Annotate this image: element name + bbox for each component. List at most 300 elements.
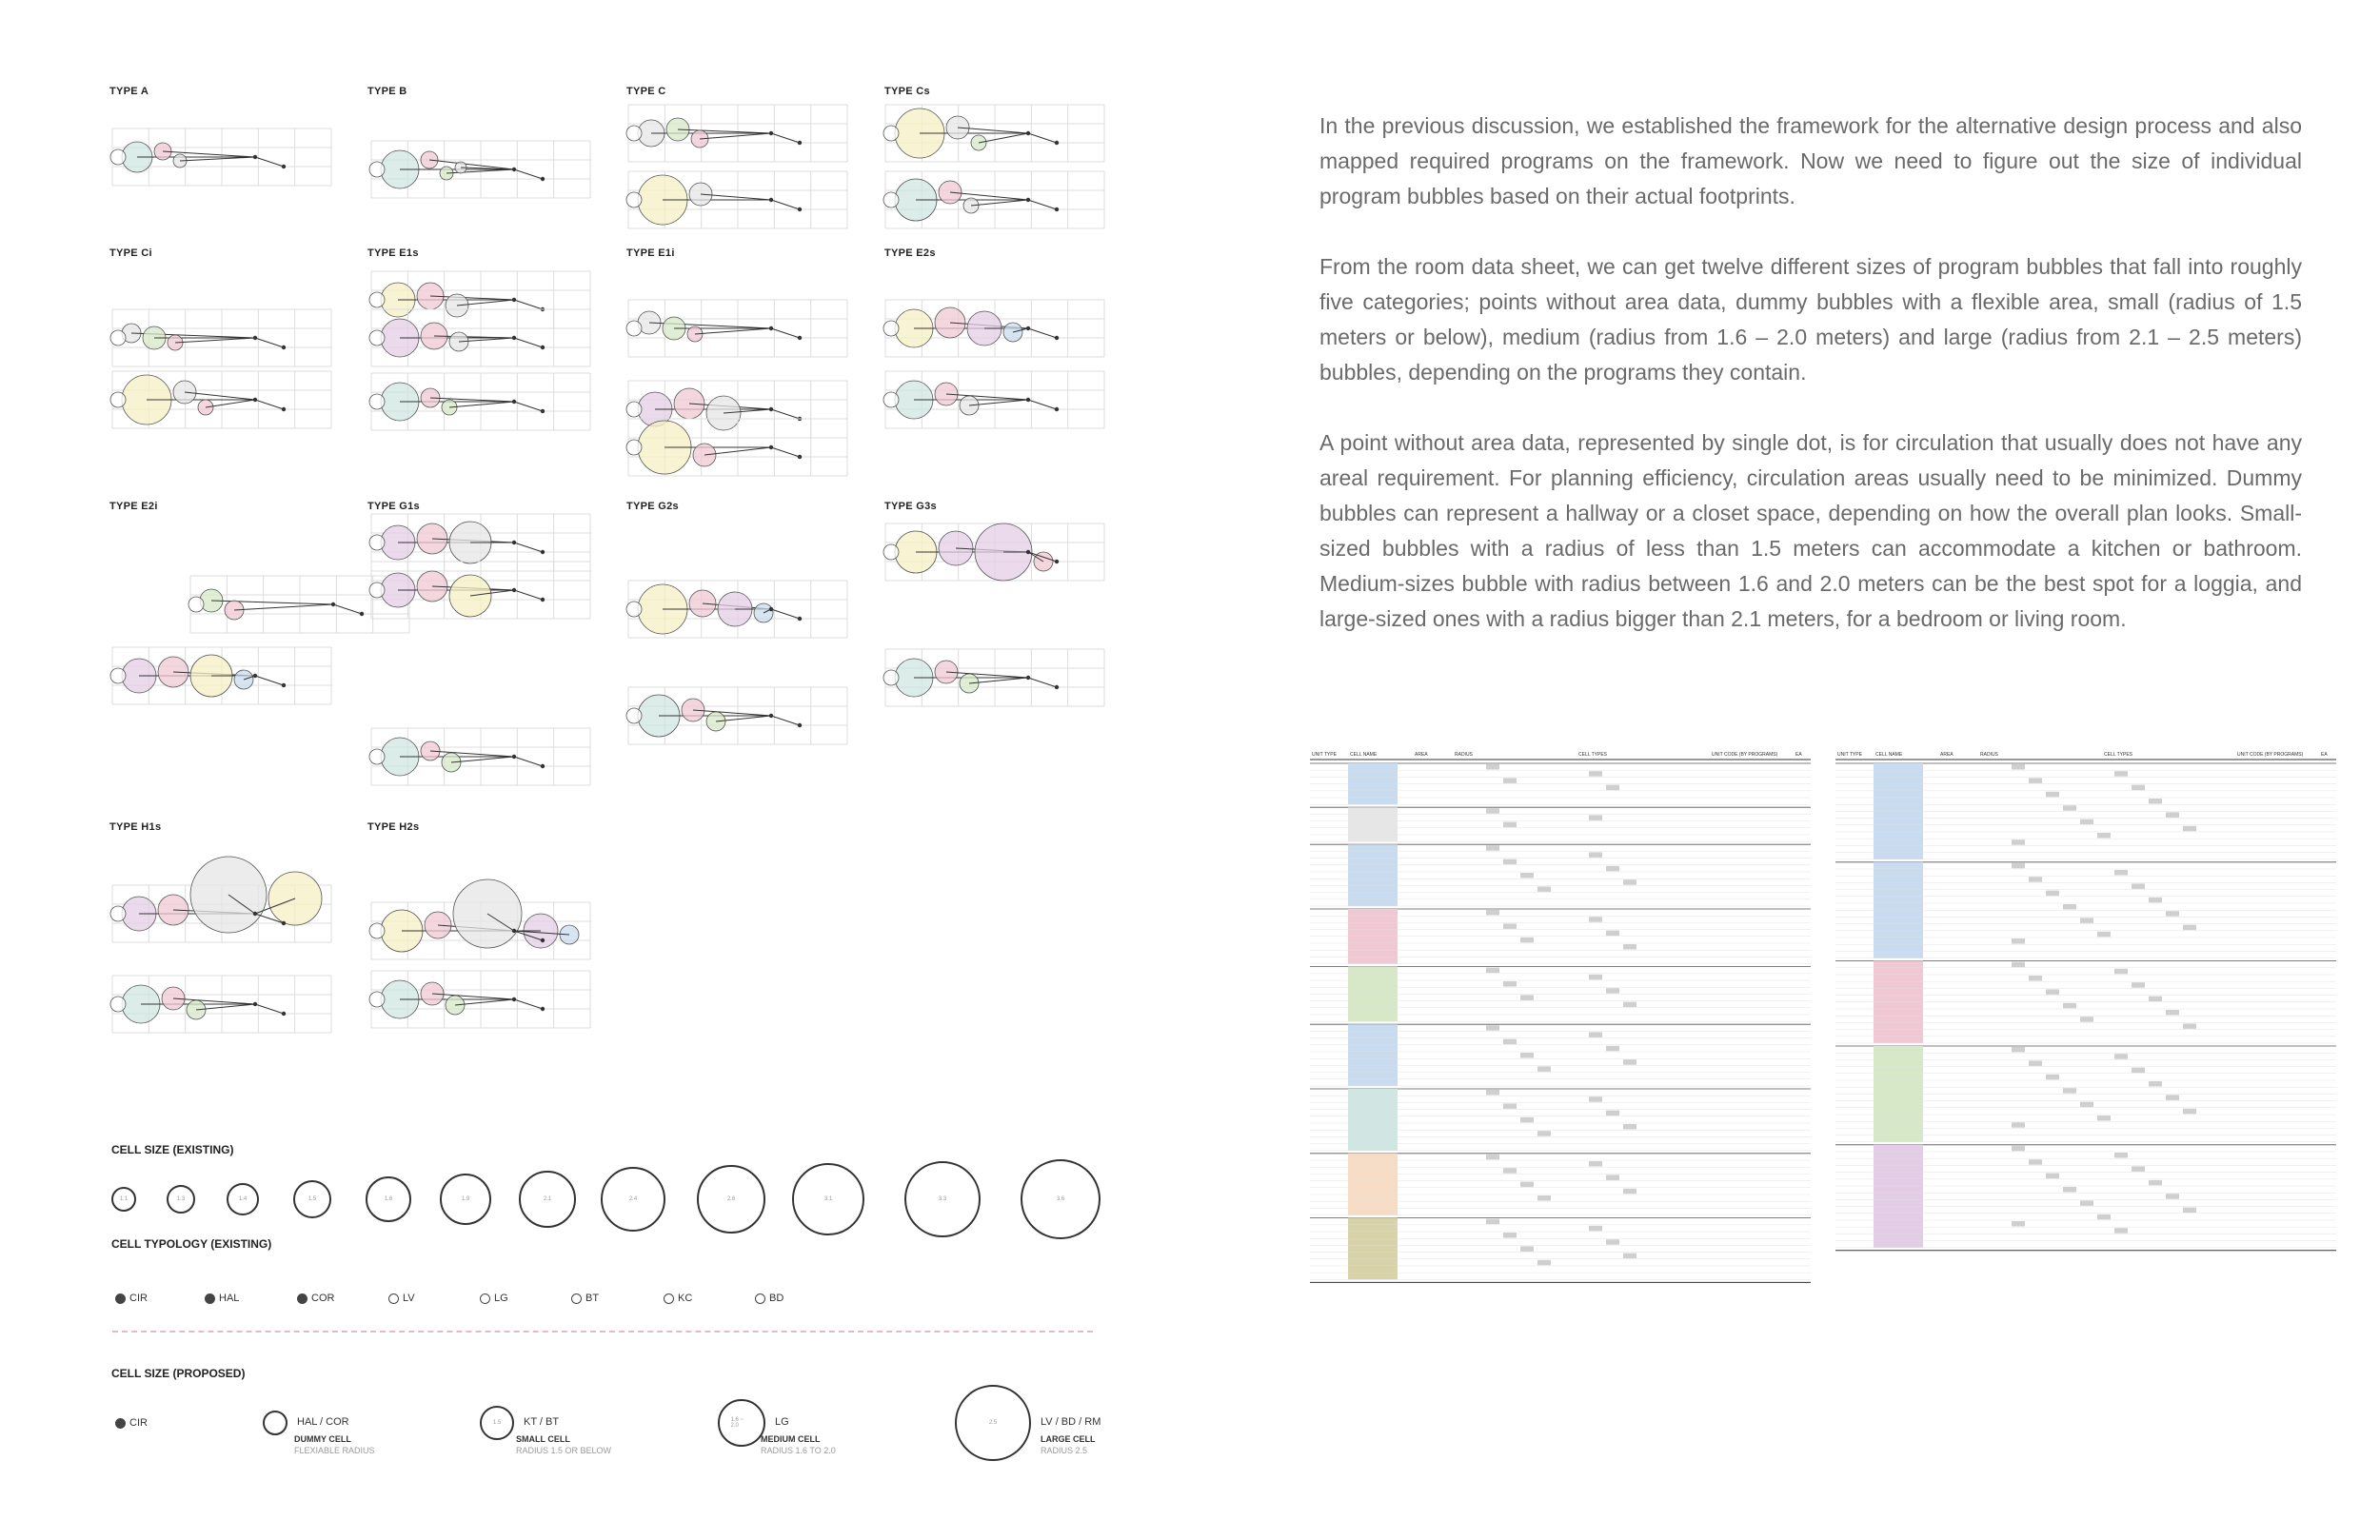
size-circle-existing bbox=[366, 1176, 411, 1222]
connection-line bbox=[1028, 400, 1057, 409]
cell-type-mark bbox=[1589, 815, 1602, 820]
proposed-circle bbox=[955, 1385, 1031, 1461]
cell-type-mark bbox=[1503, 778, 1517, 783]
typology-label: COR bbox=[311, 1293, 335, 1304]
cell-type-mark bbox=[2012, 938, 2025, 944]
cell-type-mark bbox=[1486, 764, 1499, 770]
side-bubble bbox=[369, 923, 385, 938]
cell-type-mark bbox=[2183, 1109, 2196, 1115]
size-value: 1.3 bbox=[176, 1196, 186, 1202]
proposed-sub-desc: FLEXIABLE RADIUS bbox=[294, 1446, 375, 1455]
cell-type-mark bbox=[1589, 917, 1602, 922]
cell-name-swatch bbox=[1348, 872, 1398, 879]
cell-name-swatch bbox=[1348, 1015, 1398, 1021]
connection-line bbox=[514, 338, 543, 347]
side-bubble bbox=[369, 749, 385, 764]
size-circle-existing bbox=[904, 1161, 981, 1237]
cell-name-swatch bbox=[1874, 784, 1923, 791]
open-dot-icon bbox=[388, 1293, 399, 1304]
cell-type-mark bbox=[1537, 1066, 1551, 1072]
cell-name-swatch bbox=[1874, 1059, 1923, 1066]
cell-name-swatch bbox=[1348, 974, 1398, 980]
cell-type-mark bbox=[2080, 918, 2093, 923]
connection-line bbox=[979, 133, 1028, 143]
cell-name-swatch bbox=[1348, 1110, 1398, 1116]
cell-typology-existing-title: CELL TYPOLOGY (EXISTING) bbox=[111, 1237, 272, 1251]
connection-line bbox=[206, 400, 255, 407]
typology-item bbox=[115, 1293, 148, 1304]
proposed-label: HAL / COR bbox=[297, 1416, 349, 1428]
connection-line bbox=[255, 400, 284, 409]
cell-name-swatch bbox=[1348, 1225, 1398, 1232]
cell-type-mark bbox=[1623, 944, 1636, 950]
cell-name-swatch bbox=[1348, 791, 1398, 798]
cell-size-proposed-title: CELL SIZE (PROPOSED) bbox=[111, 1367, 246, 1380]
cell-type-mark bbox=[2097, 932, 2111, 938]
typology-label: LV bbox=[403, 1293, 415, 1304]
connection-line bbox=[514, 757, 543, 766]
cell-name-swatch bbox=[1874, 931, 1923, 938]
connection-line bbox=[514, 543, 543, 552]
circulation-node bbox=[282, 165, 286, 168]
cell-name-swatch bbox=[1348, 1089, 1398, 1096]
cell-name-swatch bbox=[1348, 770, 1398, 777]
cell-name-swatch bbox=[1874, 1199, 1923, 1206]
cell-type-mark bbox=[2097, 1116, 2111, 1121]
cell-name-swatch bbox=[1874, 777, 1923, 783]
typology-label: LG bbox=[494, 1293, 508, 1304]
cell-name-swatch bbox=[1348, 1259, 1398, 1266]
circulation-node bbox=[1055, 560, 1059, 563]
side-bubble bbox=[110, 906, 126, 921]
proposed-circle bbox=[480, 1406, 514, 1440]
side-bubble bbox=[626, 321, 642, 336]
table-header: UNIT TYPE bbox=[1312, 752, 1337, 758]
cell-name-swatch bbox=[1348, 859, 1398, 865]
cell-type-mark bbox=[2012, 1047, 2025, 1053]
table-header: EA bbox=[1795, 752, 1802, 758]
cell-name-swatch bbox=[1874, 1101, 1923, 1108]
open-dot-icon bbox=[571, 1293, 582, 1304]
cell-type-mark bbox=[1589, 1226, 1602, 1232]
cell-type-mark bbox=[2114, 1228, 2128, 1234]
cell-type-mark bbox=[2183, 925, 2196, 931]
cell-name-swatch bbox=[1874, 1022, 1923, 1029]
size-value: 3.3 bbox=[938, 1196, 947, 1202]
cell-name-swatch bbox=[1348, 893, 1398, 899]
typology-item bbox=[388, 1293, 415, 1304]
cell-name-swatch bbox=[1348, 828, 1398, 835]
type-label: TYPE E2s bbox=[884, 247, 936, 259]
circulation-node bbox=[541, 550, 545, 554]
paragraph-2: From the room data sheet, we can get twelve different sizes of program bubbles that fall into roughly five categories; points without area data, dummy bubbles with a flexible area, small (radius of 1.5 meters or below), medium (radius from 1.6 – 2.0 meters) and large (radius from 2.1 – 2.5 meters) bubbles, depending on the programs they contain. bbox=[1319, 254, 2302, 385]
cell-type-mark bbox=[1606, 866, 1619, 872]
cell-type-mark bbox=[1589, 1161, 1602, 1167]
cell-type-mark bbox=[2114, 1054, 2128, 1059]
type-label: TYPE H1s bbox=[109, 821, 162, 833]
type-label: TYPE G1s bbox=[367, 501, 420, 512]
side-bubble bbox=[369, 535, 385, 550]
circulation-node bbox=[282, 921, 286, 925]
cell-type-mark bbox=[2097, 1214, 2111, 1220]
cell-type-mark bbox=[2012, 1122, 2025, 1128]
typology-item bbox=[664, 1293, 692, 1304]
proposed-sub-title: SMALL CELL bbox=[516, 1434, 570, 1444]
circulation-node bbox=[798, 723, 802, 727]
cell-name-swatch bbox=[1874, 853, 1923, 859]
cell-name-swatch bbox=[1874, 839, 1923, 845]
cell-name-swatch bbox=[1874, 1016, 1923, 1022]
circulation-node bbox=[282, 1012, 286, 1016]
cell-type-mark bbox=[2012, 1146, 2025, 1152]
cell-type-mark bbox=[2012, 839, 2025, 845]
cell-name-swatch bbox=[1348, 967, 1398, 974]
cell-type-mark bbox=[1486, 968, 1499, 974]
proposed-inner: 1.5 bbox=[492, 1420, 502, 1426]
circulation-node bbox=[541, 346, 545, 349]
filled-dot-icon bbox=[205, 1293, 215, 1304]
cell-name-swatch bbox=[1348, 835, 1398, 841]
connection-line bbox=[514, 590, 543, 600]
proposed-cir bbox=[115, 1417, 148, 1429]
cell-type-mark bbox=[2012, 962, 2025, 968]
connection-line bbox=[514, 402, 543, 411]
connection-line bbox=[950, 192, 1028, 200]
type-label: TYPE B bbox=[367, 86, 407, 97]
connection-line bbox=[771, 133, 800, 143]
open-dot-icon bbox=[480, 1293, 490, 1304]
cell-type-mark bbox=[2012, 1221, 2025, 1227]
cell-name-swatch bbox=[1348, 1102, 1398, 1109]
cell-name-swatch bbox=[1348, 1208, 1398, 1214]
cell-name-swatch bbox=[1874, 845, 1923, 852]
side-bubble bbox=[626, 126, 642, 141]
size-value: 2.4 bbox=[628, 1196, 638, 1202]
cell-type-mark bbox=[2046, 1075, 2059, 1080]
cell-name-swatch bbox=[1348, 1245, 1398, 1252]
size-value: 1.6 bbox=[384, 1196, 393, 1202]
cell-name-swatch bbox=[1874, 944, 1923, 951]
cell-name-swatch bbox=[1874, 975, 1923, 981]
table-header: UNIT CODE (BY PROGRAMS) bbox=[1712, 752, 1778, 758]
cell-name-swatch bbox=[1874, 791, 1923, 798]
typology-label: CIR bbox=[129, 1293, 148, 1304]
cell-type-mark bbox=[2166, 812, 2179, 818]
cell-name-swatch bbox=[1348, 885, 1398, 892]
cell-type-mark bbox=[2149, 1180, 2162, 1186]
cell-name-swatch bbox=[1874, 1080, 1923, 1087]
side-bubble bbox=[110, 668, 126, 683]
filled-dot-icon bbox=[115, 1293, 126, 1304]
connection-line bbox=[175, 338, 255, 343]
connection-line bbox=[255, 157, 284, 167]
cell-type-mark bbox=[2114, 771, 2128, 777]
cell-name-swatch bbox=[1348, 1194, 1398, 1201]
circulation-node bbox=[282, 683, 286, 687]
cell-name-swatch bbox=[1348, 1253, 1398, 1259]
cell-type-mark bbox=[1520, 1182, 1534, 1188]
cell-name-swatch bbox=[1348, 899, 1398, 906]
typology-item bbox=[755, 1293, 783, 1304]
size-value: 1.5 bbox=[307, 1196, 317, 1202]
cell-type-mark bbox=[1623, 879, 1636, 885]
cell-name-swatch bbox=[1874, 1158, 1923, 1165]
cell-type-mark bbox=[1503, 859, 1517, 865]
cell-name-swatch bbox=[1348, 1160, 1398, 1167]
cell-type-mark bbox=[1623, 1002, 1636, 1008]
cell-type-mark bbox=[2046, 891, 2059, 897]
side-bubble bbox=[369, 394, 385, 409]
cell-type-mark bbox=[2046, 989, 2059, 995]
side-bubble bbox=[626, 440, 642, 455]
cell-name-swatch bbox=[1348, 851, 1398, 858]
side-bubble bbox=[369, 992, 385, 1007]
cell-type-mark bbox=[2132, 785, 2145, 791]
cell-name-swatch bbox=[1874, 903, 1923, 910]
cell-name-swatch bbox=[1348, 798, 1398, 804]
cell-name-swatch bbox=[1348, 1073, 1398, 1079]
cell-name-swatch bbox=[1348, 930, 1398, 937]
connection-line bbox=[695, 328, 771, 334]
room-data-table-right bbox=[1835, 748, 2340, 1424]
side-bubble bbox=[188, 597, 204, 612]
proposed-sub-title: DUMMY CELL bbox=[294, 1434, 351, 1444]
cell-name-swatch bbox=[1874, 1094, 1923, 1100]
cell-name-swatch bbox=[1348, 821, 1398, 828]
room-data-table-left bbox=[1310, 748, 1815, 1348]
cell-name-swatch bbox=[1874, 869, 1923, 876]
cell-name-swatch bbox=[1874, 938, 1923, 944]
cell-type-mark bbox=[2063, 1003, 2076, 1009]
cell-name-swatch bbox=[1348, 922, 1398, 929]
connection-line bbox=[771, 328, 800, 338]
cell-name-swatch bbox=[1874, 876, 1923, 882]
cell-type-mark bbox=[2097, 833, 2111, 839]
cell-type-mark bbox=[1589, 1096, 1602, 1102]
size-circle-existing bbox=[227, 1183, 259, 1215]
cell-name-swatch bbox=[1874, 825, 1923, 832]
cell-type-mark bbox=[2149, 898, 2162, 903]
connection-line bbox=[449, 402, 514, 407]
size-circle-existing bbox=[293, 1180, 331, 1218]
circulation-node bbox=[798, 455, 802, 459]
cell-type-mark bbox=[1486, 1025, 1499, 1031]
cell-type-mark bbox=[2012, 764, 2025, 770]
cell-type-mark bbox=[2029, 976, 2042, 981]
cell-type-mark bbox=[1503, 1233, 1517, 1238]
table-header: AREA bbox=[1940, 752, 1954, 758]
cell-name-swatch bbox=[1348, 1052, 1398, 1058]
table-header: CELL TYPES bbox=[1578, 752, 1608, 758]
size-value: 3.1 bbox=[823, 1196, 833, 1202]
size-value: 1.9 bbox=[461, 1196, 470, 1202]
typology-item bbox=[571, 1293, 599, 1304]
cell-type-mark bbox=[2114, 1153, 2128, 1158]
cell-type-mark bbox=[2063, 1187, 2076, 1193]
cell-name-swatch bbox=[1348, 814, 1398, 820]
connection-line bbox=[430, 398, 514, 402]
cell-name-swatch bbox=[1874, 1152, 1923, 1158]
cell-type-mark bbox=[1520, 995, 1534, 1000]
cell-type-mark bbox=[1520, 873, 1534, 879]
cell-type-mark bbox=[2080, 1200, 2093, 1206]
cell-name-swatch bbox=[1348, 943, 1398, 950]
cell-name-swatch bbox=[1874, 1214, 1923, 1220]
connection-line bbox=[1028, 200, 1057, 209]
cell-type-mark bbox=[2080, 1102, 2093, 1108]
size-circle-existing bbox=[519, 1171, 576, 1228]
cell-name-swatch bbox=[1874, 1087, 1923, 1094]
circulation-node bbox=[798, 141, 802, 145]
cell-name-swatch bbox=[1874, 1067, 1923, 1074]
proposed-circle bbox=[718, 1399, 765, 1447]
side-bubble bbox=[626, 708, 642, 723]
cell-name-swatch bbox=[1874, 804, 1923, 811]
typology-label: BD bbox=[769, 1293, 784, 1304]
cell-name-swatch bbox=[1348, 1266, 1398, 1273]
type-label: TYPE E2i bbox=[109, 501, 158, 512]
proposed-inner: 1.6 ~ 2.0 bbox=[730, 1417, 744, 1429]
filled-dot-icon bbox=[297, 1293, 307, 1304]
side-bubble bbox=[883, 126, 899, 141]
cell-type-mark bbox=[1537, 1260, 1551, 1266]
cell-name-swatch bbox=[1874, 819, 1923, 825]
proposed-sub-desc: RADIUS 1.5 OR BELOW bbox=[516, 1446, 612, 1455]
cell-name-swatch bbox=[1874, 981, 1923, 988]
type-label: TYPE A bbox=[109, 86, 149, 97]
cell-type-mark bbox=[1537, 1195, 1551, 1201]
connection-line bbox=[771, 609, 800, 619]
table-header: CELL TYPES bbox=[2104, 752, 2133, 758]
cell-type-mark bbox=[1486, 1219, 1499, 1225]
cell-name-swatch bbox=[1874, 1227, 1923, 1234]
cell-name-swatch bbox=[1874, 882, 1923, 889]
cell-type-mark bbox=[2080, 1017, 2093, 1022]
cell-type-mark bbox=[1503, 923, 1517, 929]
type-label: TYPE Cs bbox=[884, 86, 930, 97]
cell-type-mark bbox=[2046, 1174, 2059, 1179]
side-bubble bbox=[110, 997, 126, 1012]
connection-line bbox=[771, 409, 800, 419]
cell-name-swatch bbox=[1348, 1001, 1398, 1008]
cell-name-swatch bbox=[1874, 1173, 1923, 1179]
cell-name-swatch bbox=[1874, 1207, 1923, 1214]
size-circle-existing bbox=[167, 1185, 195, 1214]
cell-name-swatch bbox=[1348, 807, 1398, 814]
cell-name-swatch bbox=[1874, 890, 1923, 897]
cell-name-swatch bbox=[1874, 1186, 1923, 1193]
cell-name-swatch bbox=[1348, 1024, 1398, 1031]
cell-name-swatch bbox=[1874, 1030, 1923, 1037]
proposed-sub-desc: RADIUS 1.6 TO 2.0 bbox=[761, 1446, 836, 1455]
circulation-node bbox=[1055, 407, 1059, 411]
cell-name-swatch bbox=[1348, 784, 1398, 791]
cell-type-mark bbox=[2080, 819, 2093, 825]
type-label: TYPE E1s bbox=[367, 247, 419, 259]
connection-line bbox=[971, 200, 1028, 206]
table-header: CELL NAME bbox=[1350, 752, 1378, 758]
circulation-node bbox=[282, 407, 286, 411]
size-value: 2.6 bbox=[726, 1196, 736, 1202]
cell-name-swatch bbox=[1874, 1108, 1923, 1115]
connection-line bbox=[514, 169, 543, 179]
cell-type-mark bbox=[2063, 805, 2076, 811]
cell-name-swatch bbox=[1348, 1058, 1398, 1065]
circulation-node bbox=[1055, 207, 1059, 211]
connection-line bbox=[333, 604, 362, 614]
size-circle-existing bbox=[792, 1163, 864, 1235]
cell-type-mark bbox=[1486, 1155, 1499, 1160]
cell-name-swatch bbox=[1874, 951, 1923, 958]
cell-type-mark bbox=[1520, 1053, 1534, 1058]
cell-name-swatch bbox=[1874, 1115, 1923, 1121]
type-label: TYPE G2s bbox=[626, 501, 679, 512]
cell-type-mark bbox=[2132, 1166, 2145, 1172]
cell-name-swatch bbox=[1348, 1079, 1398, 1086]
cell-type-mark bbox=[2029, 1060, 2042, 1066]
paragraph-1: In the previous discussion, we established the framework for the alternative design process and also mapped required programs on the framework. Now we need to figure out the size of individual program bubbles based on their actual footprints. bbox=[1319, 113, 2302, 208]
cell-name-swatch bbox=[1874, 996, 1923, 1002]
cell-name-swatch bbox=[1348, 1130, 1398, 1136]
cell-name-swatch bbox=[1348, 916, 1398, 922]
table-header: RADIUS bbox=[1980, 752, 1998, 758]
connection-line bbox=[180, 157, 255, 161]
cell-type-mark bbox=[2132, 1068, 2145, 1074]
side-bubble bbox=[883, 321, 899, 336]
size-value: 1.1 bbox=[119, 1196, 129, 1202]
circulation-node bbox=[798, 336, 802, 340]
circulation-node bbox=[1055, 685, 1059, 689]
cell-name-swatch bbox=[1348, 1154, 1398, 1160]
cell-type-mark bbox=[2166, 1010, 2179, 1016]
cell-name-swatch bbox=[1348, 777, 1398, 783]
circulation-node bbox=[541, 177, 545, 181]
typology-label: KC bbox=[678, 1293, 693, 1304]
side-bubble bbox=[110, 149, 126, 165]
proposed-label: KT / BT bbox=[524, 1416, 560, 1428]
cell-name-swatch bbox=[1874, 798, 1923, 804]
cell-name-swatch bbox=[1874, 1128, 1923, 1135]
cell-type-mark bbox=[1486, 1090, 1499, 1096]
cell-name-swatch bbox=[1874, 1165, 1923, 1172]
cell-name-swatch bbox=[1874, 1046, 1923, 1053]
typology-label: BT bbox=[585, 1293, 600, 1304]
cell-type-mark bbox=[1486, 910, 1499, 916]
side-bubble bbox=[369, 292, 385, 307]
circulation-node bbox=[541, 764, 545, 768]
cell-type-mark bbox=[2029, 778, 2042, 783]
cell-name-swatch bbox=[1348, 987, 1398, 994]
table-header: EA bbox=[2321, 752, 2328, 758]
cell-type-mark bbox=[2063, 904, 2076, 910]
cell-type-mark bbox=[1486, 808, 1499, 814]
cell-name-swatch bbox=[1874, 988, 1923, 995]
cell-type-mark bbox=[2183, 826, 2196, 832]
cell-type-mark bbox=[1606, 988, 1619, 994]
connection-line bbox=[771, 200, 800, 209]
side-bubble bbox=[883, 544, 899, 560]
cell-name-swatch bbox=[1348, 1167, 1398, 1174]
cell-name-swatch bbox=[1348, 1144, 1398, 1151]
proposed-label: LG bbox=[775, 1416, 789, 1428]
size-circle-existing bbox=[697, 1165, 765, 1234]
cell-name-swatch bbox=[1874, 910, 1923, 917]
cell-type-mark bbox=[1503, 822, 1517, 828]
cell-name-swatch bbox=[1874, 1053, 1923, 1059]
cell-type-mark bbox=[1520, 1117, 1534, 1123]
cell-name-swatch bbox=[1874, 770, 1923, 777]
cell-name-swatch bbox=[1348, 980, 1398, 987]
